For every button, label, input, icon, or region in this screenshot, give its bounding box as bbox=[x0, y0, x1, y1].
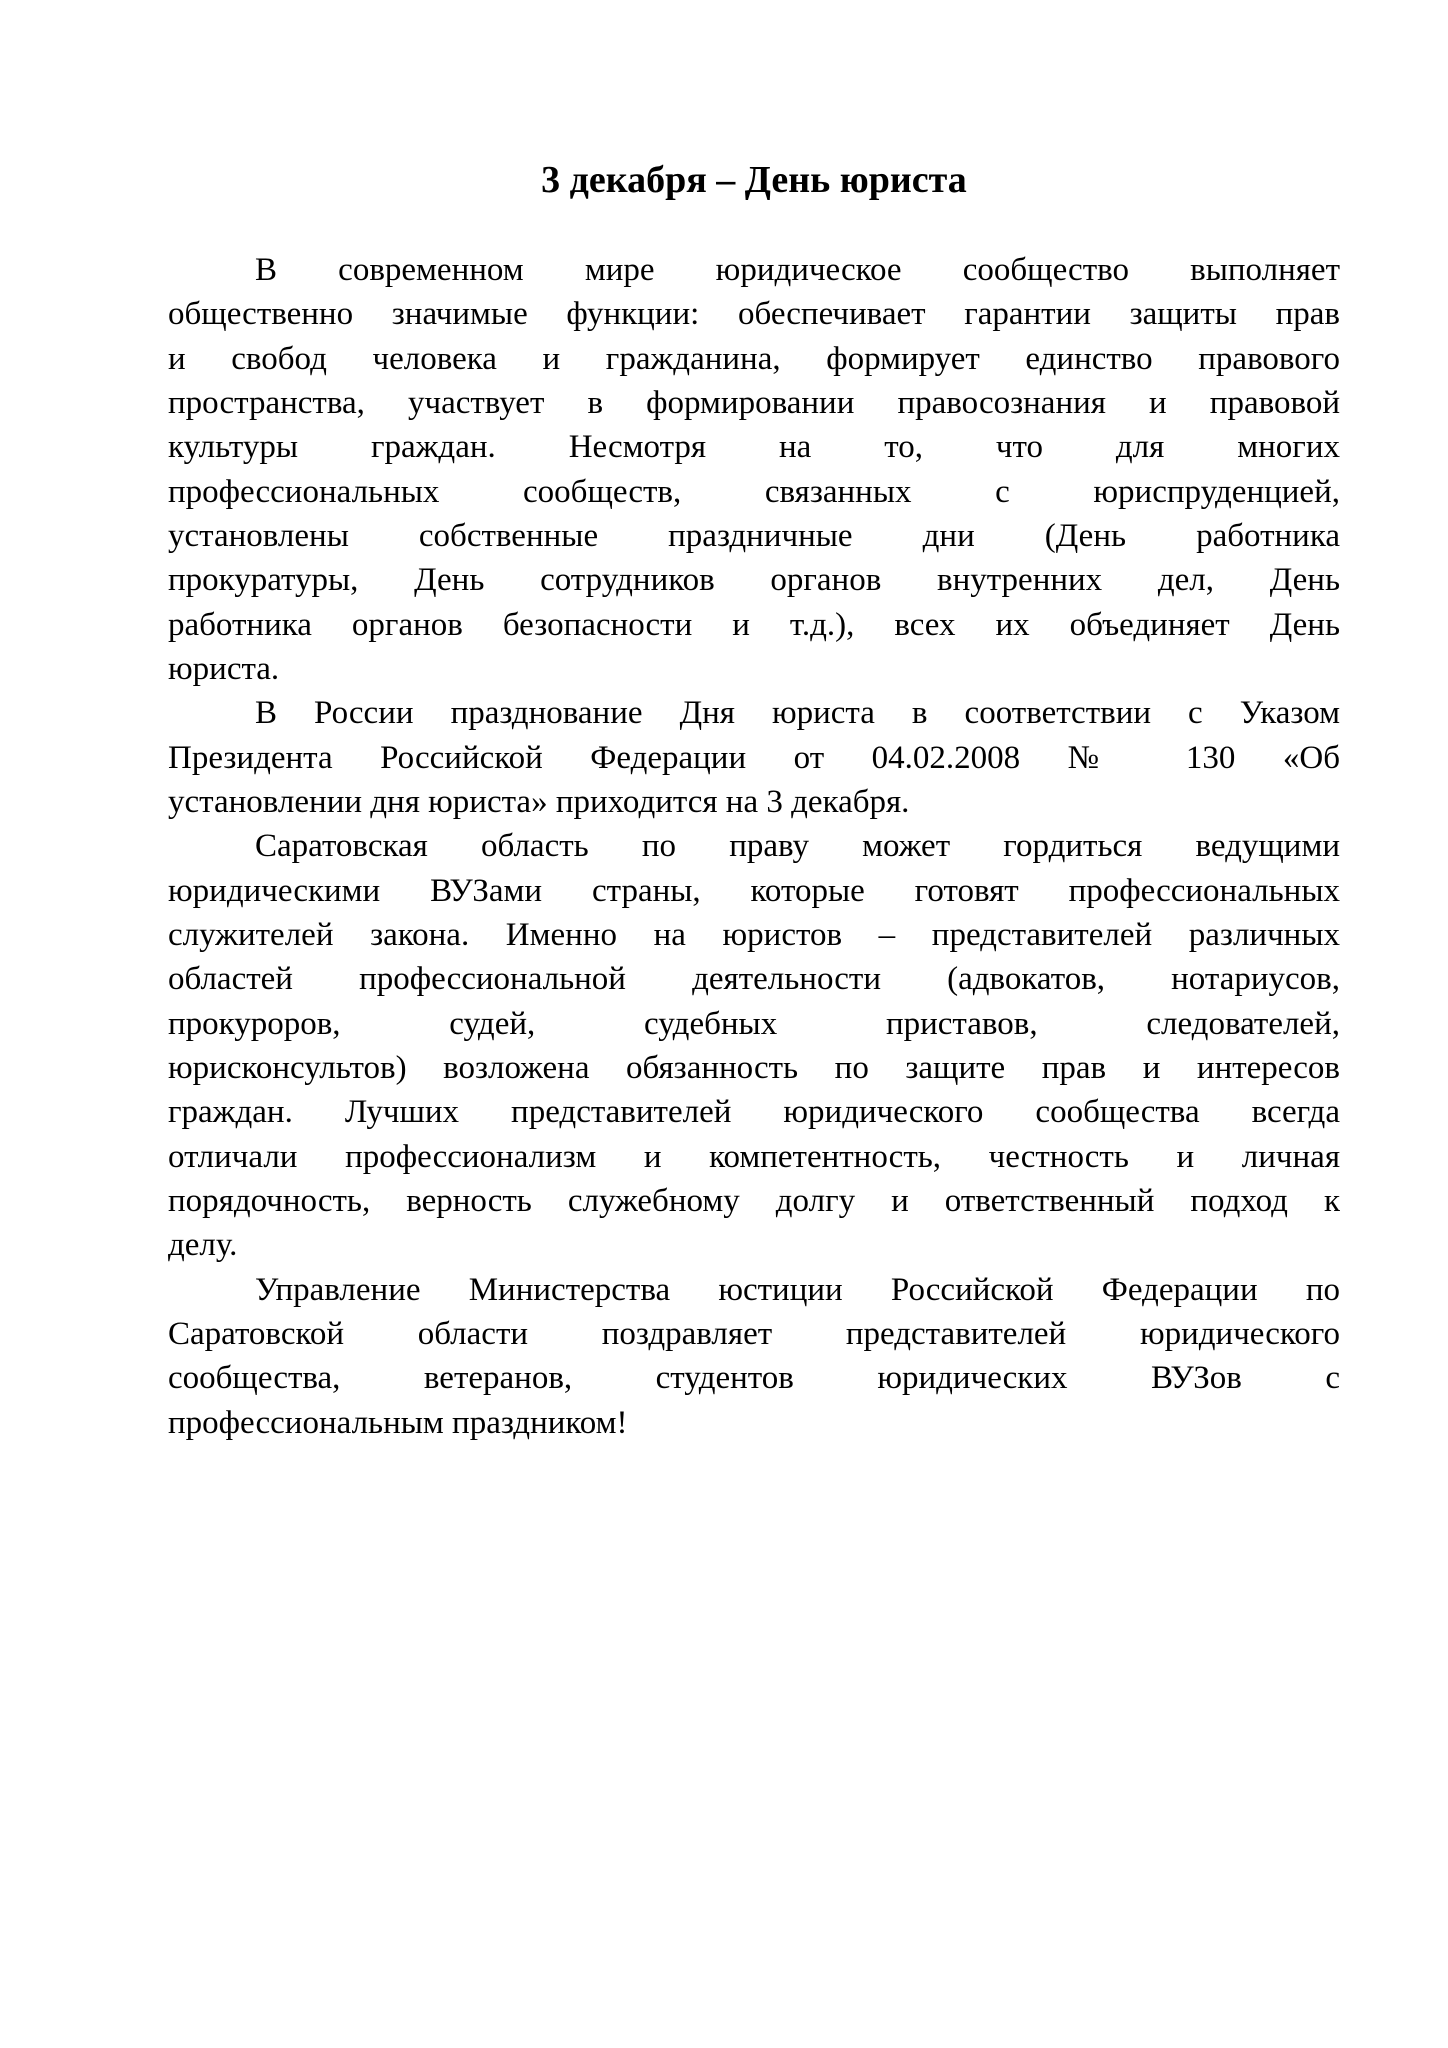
text-line: служителей закона. Именно на юристов – представителей различных bbox=[168, 916, 1340, 953]
text-line: прокуроров, судей, судебных приставов, следователей, bbox=[168, 1005, 1340, 1042]
text-line: В России празднование Дня юриста в соответствии с Указом bbox=[255, 695, 1340, 732]
document-content bbox=[168, 155, 1340, 1445]
text-line: В современном мире юридическое сообщество выполняет bbox=[255, 252, 1340, 288]
text-line: сообщества, ветеранов, студентов юридических ВУЗов с bbox=[168, 1360, 1340, 1397]
text-line: Саратовская область по праву может гордиться ведущими bbox=[255, 828, 1340, 865]
text-line: областей профессиональной деятельности (адвокатов, нотариусов, bbox=[168, 961, 1340, 998]
text-line: юрисконсультов) возложена обязанность по защите прав и интересов bbox=[168, 1049, 1340, 1086]
text-line: работника органов безопасности и т.д.), всех их объединяет День bbox=[168, 606, 1340, 643]
paragraph bbox=[168, 248, 1340, 691]
text-line: прокуратуры, День сотрудников органов внутренних дел, День bbox=[168, 562, 1340, 599]
text-line: культуры граждан. Несмотря на то, что для многих bbox=[168, 429, 1340, 466]
paragraph bbox=[168, 691, 1340, 824]
text-line: Управление Министерства юстиции Российской Федерации по bbox=[255, 1271, 1340, 1308]
text-line: отличали профессионализм и компетентность, честность и личная bbox=[168, 1138, 1340, 1175]
text-line: Президента Российской Федерации от 04.02.2008 № 130 «Об bbox=[168, 739, 1340, 776]
paragraph bbox=[168, 824, 1340, 1267]
text-line: порядочность, верность служебному долгу и ответственный подход к bbox=[168, 1182, 1340, 1219]
text-line: и свобод человека и гражданина, формирует единство правового bbox=[168, 340, 1340, 377]
text-line: юриста. bbox=[168, 650, 280, 687]
text-line: профессиональным праздником! bbox=[168, 1404, 628, 1441]
text-line: общественно значимые функции: обеспечивает гарантии защиты прав bbox=[168, 296, 1340, 333]
text-line: установлены собственные праздничные дни (День работника bbox=[168, 517, 1340, 554]
text-line: профессиональных сообществ, связанных с юриспруденцией, bbox=[168, 473, 1340, 510]
text-line: пространства, участвует в формировании правосознания и правовой bbox=[168, 384, 1340, 421]
text-line: делу. bbox=[168, 1227, 238, 1264]
text-line: Саратовской области поздравляет представителей юридического bbox=[168, 1315, 1340, 1352]
document-title: 3 декабря – День юриста bbox=[541, 159, 967, 201]
document-body bbox=[168, 248, 1340, 1445]
text-line: юридическими ВУЗами страны, которые готовят профессиональных bbox=[168, 872, 1340, 909]
text-line: граждан. Лучших представителей юридического сообщества всегда bbox=[168, 1094, 1340, 1131]
text-line: установлении дня юриста» приходится на 3 декабря. bbox=[168, 783, 910, 820]
paragraph bbox=[168, 1268, 1340, 1445]
